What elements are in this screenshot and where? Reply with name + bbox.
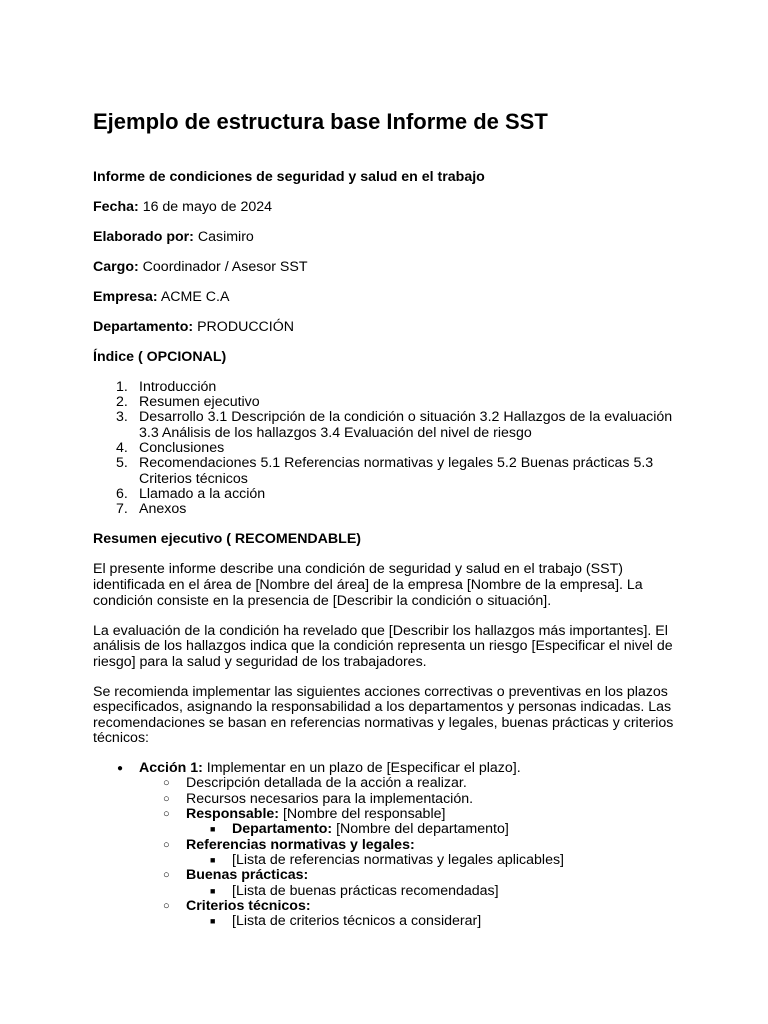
field-label: Elaborado por: [93, 229, 194, 245]
detail-label: Departamento: [232, 821, 333, 837]
index-text: 3.3 Análisis de los hallazgos 3.4 Evaluación del nivel de riesgo [139, 425, 532, 441]
detail-text: Descripción detallada de la acción a realizar. [186, 775, 467, 791]
index-number: 2. [116, 394, 128, 410]
paragraph-line: identificada en el área de [Nombre del área] de la empresa [Nombre de la empresa]. La [93, 577, 643, 593]
paragraph-line: análisis de los hallazgos indica que la condición representa un riesgo [Especificar el nivel de [93, 638, 673, 654]
circle-bullet-icon: ○ [163, 839, 170, 851]
paragraph-line: El presente informe describe una condición de seguridad y salud en el trabajo (SST) [93, 561, 623, 577]
index-text: Criterios técnicos [139, 471, 248, 487]
field-position [93, 260, 307, 276]
action-text: Implementar en un plazo de [Especificar el plazo]. [202, 760, 521, 776]
index-text: Introducción [139, 379, 217, 395]
detail-text: [Lista de referencias normativas y legales aplicables] [232, 852, 564, 868]
summary-heading: Resumen ejecutivo ( RECOMENDABLE) [93, 531, 362, 547]
paragraph-line: condición consiste en la presencia de [Describir la condición o situación]. [93, 593, 552, 609]
paragraph-line: riesgo] para la salud y seguridad de los trabajadores. [93, 654, 427, 670]
detail-text: [Nombre del responsable] [279, 806, 446, 822]
field-label: Departamento: [93, 319, 194, 335]
report-subtitle: Informe de condiciones de seguridad y salud en el trabajo [93, 169, 485, 185]
detail-label: Responsable: [186, 806, 280, 822]
index-number: 5. [116, 455, 128, 471]
field-department [93, 320, 294, 336]
field-label: Cargo: [93, 259, 139, 275]
index-text: Llamado a la acción [139, 486, 266, 502]
detail-text: [Nombre del departamento] [332, 821, 509, 837]
bullet-icon: ● [117, 763, 124, 774]
action-label: Acción 1: [139, 760, 203, 776]
circle-bullet-icon: ○ [163, 900, 170, 912]
field-value: 16 de mayo de 2024 [142, 199, 273, 215]
detail-text: [Lista de buenas prácticas recomendadas] [232, 883, 499, 899]
field-label: Empresa: [93, 289, 158, 305]
detail-text: Recursos necesarios para la implementación. [186, 791, 474, 807]
field-value: Casimiro [197, 229, 254, 245]
index-text: Desarrollo 3.1 Descripción de la condición o situación 3.2 Hallazgos de la evaluación [139, 409, 673, 425]
square-bullet-icon: ■ [210, 886, 216, 896]
index-number: 1. [116, 379, 128, 395]
paragraph-line: Se recomienda implementar las siguientes acciones correctivas o preventivas en los plazos [93, 684, 668, 700]
circle-bullet-icon: ○ [163, 808, 170, 820]
detail-label: Buenas prácticas: [186, 867, 309, 883]
field-value: Coordinador / Asesor SST [142, 259, 308, 275]
field-author [93, 230, 254, 246]
field-label: Fecha: [93, 199, 139, 215]
index-number: 4. [116, 440, 128, 456]
page-title: Ejemplo de estructura base Informe de SST [93, 109, 548, 134]
circle-bullet-icon: ○ [163, 777, 170, 789]
square-bullet-icon: ■ [210, 916, 216, 926]
index-text: Anexos [139, 501, 187, 517]
index-number: 6. [116, 486, 128, 502]
square-bullet-icon: ■ [210, 824, 216, 834]
paragraph-line: recomendaciones se basan en referencias normativas y legales, buenas prácticas y criterios [93, 715, 674, 731]
circle-bullet-icon: ○ [163, 793, 170, 805]
index-text: Conclusiones [139, 440, 225, 456]
field-value: PRODUCCIÓN [197, 319, 295, 335]
paragraph-line: especificados, asignando la responsabilidad a los departamentos y personas indicadas. Las [93, 699, 672, 715]
circle-bullet-icon: ○ [163, 869, 170, 881]
field-value: ACME C.A [160, 289, 230, 305]
field-company [93, 290, 229, 306]
index-text: Resumen ejecutivo [139, 394, 260, 410]
paragraph-line: técnicos: [93, 730, 149, 746]
detail-label: Criterios técnicos: [186, 898, 311, 914]
index-text: Recomendaciones 5.1 Referencias normativas y legales 5.2 Buenas prácticas 5.3 [139, 455, 654, 471]
field-date [93, 200, 272, 216]
square-bullet-icon: ■ [210, 855, 216, 865]
index-number: 7. [116, 501, 128, 517]
index-heading: Índice ( OPCIONAL) [93, 349, 227, 365]
detail-text: [Lista de criterios técnicos a considerar] [232, 913, 482, 929]
index-number: 3. [116, 409, 128, 425]
detail-label: Referencias normativas y legales: [186, 837, 415, 853]
paragraph-line: La evaluación de la condición ha revelado que [Describir los hallazgos más importantes]. El [93, 623, 668, 639]
